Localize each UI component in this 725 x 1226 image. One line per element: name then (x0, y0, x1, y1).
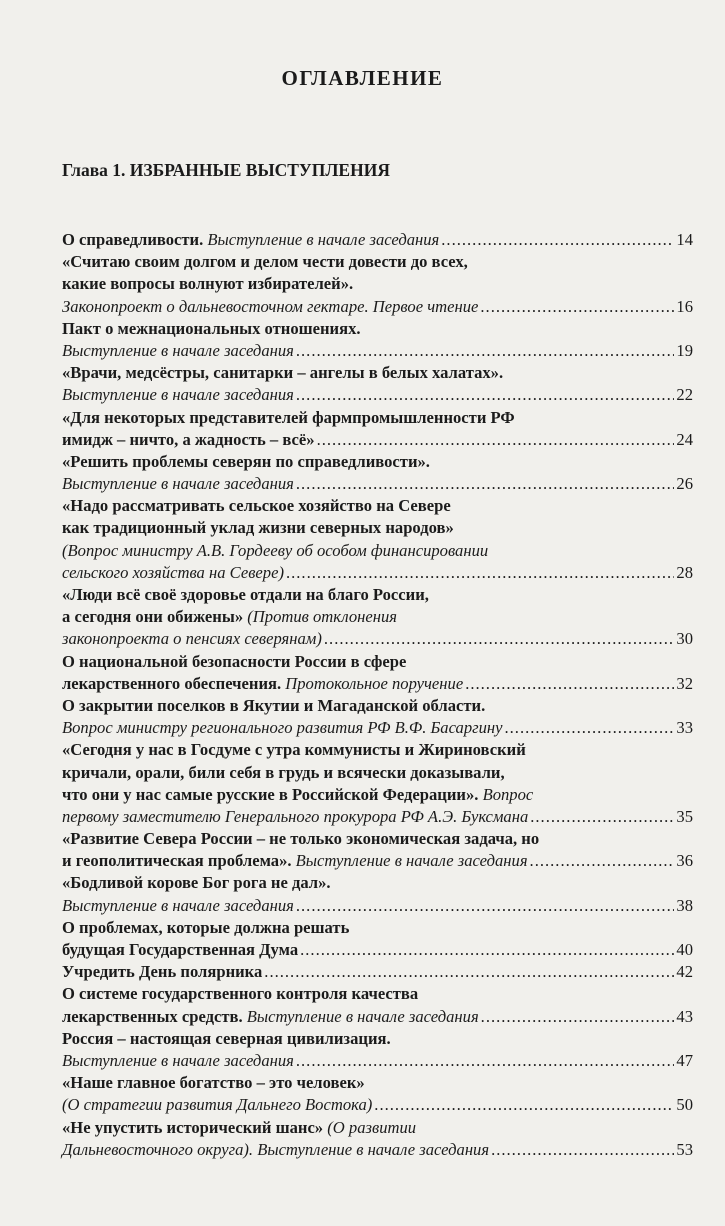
entry-title-text: лекарственных средств. (62, 1006, 247, 1026)
entry-description-text: (Против отклонения (247, 607, 397, 627)
dot-leader (296, 1050, 675, 1072)
page-number: 22 (676, 385, 693, 405)
toc-entry-line (62, 673, 693, 695)
dot-leader (324, 628, 675, 650)
toc-entry-line (62, 495, 693, 517)
dot-leader (491, 1139, 674, 1161)
entry-title-text: О проблемах, которые должна решать (62, 917, 350, 937)
entry-title-text: О системе государственного контроля качества (62, 984, 419, 1004)
page-number: 24 (676, 429, 693, 449)
entry-description-text: (О развитии (327, 1117, 417, 1137)
entry-description-text: первому заместителю Генерального прокурора РФ А.Э. Буксмана (62, 806, 529, 826)
dot-leader (296, 473, 675, 495)
toc-entry-line (62, 473, 693, 495)
page-number: 14 (676, 230, 693, 249)
toc-entry[interactable] (62, 739, 693, 828)
dot-leader (530, 806, 674, 828)
entry-title-text: Пакт о межнациональных отношениях. (62, 318, 361, 338)
entry-description-text: Выступление в начале заседания (62, 385, 294, 405)
entry-title-text: будущая Государственная Дума (62, 940, 299, 959)
page-number: 32 (676, 673, 693, 693)
chapter-heading: Глава 1. ИЗБРАННЫЕ ВЫСТУПЛЕНИЯ (62, 160, 390, 180)
page-number: 28 (676, 562, 693, 582)
toc-entry-line (62, 1006, 693, 1028)
toc-entry-line (62, 584, 693, 606)
toc-entry-line (62, 651, 693, 673)
toc-entry-line (62, 451, 693, 473)
entry-description-text: Дальневосточного округа). Выступление в начале заседания (62, 1139, 490, 1159)
entry-title-text: «Врачи, медсёстры, санитарки – ангелы в белых халатах». (62, 363, 504, 383)
toc-entry-line (62, 961, 693, 983)
toc-entry-line (62, 828, 693, 850)
dot-leader (264, 961, 674, 983)
entry-title-text: Учредить День полярника (62, 962, 263, 982)
entry-title-text: «Считаю своим долгом и делом чести довести до всех, (62, 252, 468, 272)
toc-entry-line (62, 717, 693, 739)
toc-entry-line (62, 1139, 693, 1161)
toc-entry-line (62, 872, 693, 894)
toc-entry[interactable] (62, 1117, 693, 1161)
dot-leader (300, 939, 674, 961)
toc-entry-line (62, 384, 693, 406)
toc-entry-line (62, 429, 693, 451)
entry-title-text: «Развитие Севера России – не только экономическая задача, но (62, 829, 540, 849)
toc-entry[interactable] (62, 407, 693, 451)
entry-description-text: Вопрос (482, 784, 534, 804)
page-number: 26 (676, 474, 693, 494)
dot-leader (480, 296, 674, 318)
toc-entry-line (62, 850, 693, 872)
entry-title-text: что они у нас самые русские в Российской Федерации». (62, 784, 483, 804)
dot-leader (505, 717, 675, 739)
entry-description-text: сельского хозяйства на Севере) (62, 562, 284, 582)
entry-title-text: какие вопросы волнуют избирателей». (62, 274, 354, 294)
toc-entry[interactable] (62, 828, 693, 872)
toc-entry-line (62, 983, 693, 1005)
entry-description-text: (Вопрос министру А.В. Гордееву об особом финансировании (62, 540, 489, 560)
entry-title-text: О справедливости. (62, 230, 208, 249)
entry-title-text: «Бодливой корове Бог рога не дал». (62, 873, 331, 893)
entry-description-text: Выступление в начале заседания (246, 1006, 479, 1026)
toc-entry[interactable] (62, 695, 693, 739)
page-number: 47 (676, 1050, 693, 1070)
toc-entry-line (62, 762, 693, 784)
toc-entry[interactable] (62, 229, 693, 251)
toc-entry-line (62, 1050, 693, 1072)
entry-description-text: Законопроект о дальневосточном гектаре. Первое чтение (62, 296, 479, 316)
toc-entry-line (62, 1094, 693, 1116)
page-number: 53 (676, 1139, 693, 1159)
page-number: 38 (676, 895, 693, 915)
page-number: 35 (676, 806, 693, 826)
page-number: 42 (676, 962, 693, 982)
dot-leader (296, 895, 675, 917)
toc-entry-line (62, 739, 693, 761)
toc-entry-line (62, 407, 693, 429)
toc-entry[interactable] (62, 917, 693, 961)
toc-entry-line (62, 784, 693, 806)
page-number: 30 (676, 629, 693, 649)
toc-entry[interactable] (62, 872, 693, 916)
entry-description-text: Протокольное поручение (285, 673, 464, 693)
toc-entry[interactable] (62, 651, 693, 695)
entry-description-text: Выступление в начале заседания (295, 851, 528, 871)
entry-title-text: «Сегодня у нас в Госдуме с утра коммунисты и Жириновский (62, 740, 526, 760)
page-number: 16 (676, 296, 693, 316)
toc-entry[interactable] (62, 495, 693, 584)
page-number: 50 (676, 1095, 693, 1115)
entry-title-text: лекарственного обеспечения. (62, 673, 286, 693)
toc-entry-line (62, 562, 693, 584)
page-title: ОГЛАВЛЕНИЕ (281, 66, 444, 90)
entry-description-text: Выступление в начале заседания (62, 895, 294, 915)
toc-entry-line (62, 540, 693, 562)
entry-title-text: кричали, орали, били себя в грудь и всячески доказывали, (62, 762, 505, 782)
dot-leader (317, 429, 675, 451)
entry-description-text: законопроекта о пенсиях северянам) (62, 629, 322, 649)
toc-entry[interactable] (62, 983, 693, 1027)
toc-entry-line (62, 273, 693, 295)
toc-entry-line (62, 362, 693, 384)
toc-entry-line (62, 628, 693, 650)
toc-entry[interactable] (62, 1028, 693, 1072)
toc-entry[interactable] (62, 584, 693, 651)
dot-leader (296, 384, 675, 406)
toc-entry[interactable] (62, 451, 693, 495)
page-number: 43 (676, 1006, 693, 1026)
table-of-contents (62, 229, 693, 1161)
entry-description-text: Выступление в начале заседания (62, 1050, 294, 1070)
toc-entry-line (62, 229, 693, 251)
page-number: 19 (676, 340, 693, 360)
dot-leader (286, 562, 674, 584)
toc-entry-line (62, 895, 693, 917)
entry-title-text: «Наше главное богатство – это человек» (62, 1073, 365, 1093)
toc-entry-line (62, 1072, 693, 1094)
entry-title-text: «Решить проблемы северян по справедливости». (62, 451, 430, 471)
entry-title-text: а сегодня они обижены» (62, 607, 248, 627)
page-number: 36 (676, 851, 693, 871)
toc-entry-line (62, 340, 693, 362)
entry-title-text: Россия – настоящая северная цивилизация. (62, 1028, 391, 1048)
dot-leader (530, 850, 675, 872)
dot-leader (441, 229, 674, 251)
toc-entry-line (62, 251, 693, 273)
toc-entry-line (62, 1117, 693, 1139)
page-number: 33 (676, 718, 693, 738)
dot-leader (296, 340, 675, 362)
entry-title-text: «Не упустить исторический шанс» (62, 1117, 328, 1137)
toc-entry-line (62, 606, 693, 628)
entry-description-text: Выступление в начале заседания (207, 230, 440, 249)
entry-title-text: О национальной безопасности России в сфере (62, 651, 407, 671)
toc-entry-line (62, 517, 693, 539)
toc-entry[interactable] (62, 961, 693, 983)
toc-entry[interactable] (62, 318, 693, 362)
toc-entry[interactable] (62, 251, 693, 318)
entry-title-text: как традиционный уклад жизни северных народов» (62, 518, 454, 538)
entry-description-text: (О стратегии развития Дальнего Востока) (62, 1095, 373, 1115)
entry-title-text: и геополитическая проблема». (62, 851, 296, 871)
toc-entry[interactable] (62, 1072, 693, 1116)
toc-entry-line (62, 1028, 693, 1050)
entry-description-text: Вопрос министру регионального развития РФ В.Ф. Басаргину (62, 718, 503, 738)
entry-description-text: Выступление в начале заседания (62, 340, 294, 360)
entry-title-text: О закрытии поселков в Якутии и Магаданской области. (62, 695, 486, 715)
toc-entry-line (62, 806, 693, 828)
entry-description-text: Выступление в начале заседания (62, 474, 294, 494)
toc-entry-line (62, 695, 693, 717)
toc-entry-line (62, 917, 693, 939)
dot-leader (374, 1094, 674, 1116)
toc-entry[interactable] (62, 362, 693, 406)
dot-leader (481, 1006, 675, 1028)
entry-title-text: имидж – ничто, а жадность – всё» (62, 429, 315, 449)
entry-title-text: «Надо рассматривать сельское хозяйство на Севере (62, 496, 451, 516)
entry-title-text: «Для некоторых представителей фармпромышленности РФ (62, 407, 515, 427)
page-number: 40 (676, 940, 693, 959)
toc-entry-line (62, 939, 693, 961)
toc-entry-line (62, 296, 693, 318)
toc-entry-line (62, 318, 693, 340)
entry-title-text: «Люди всё своё здоровье отдали на благо России, (62, 585, 429, 604)
dot-leader (465, 673, 674, 695)
